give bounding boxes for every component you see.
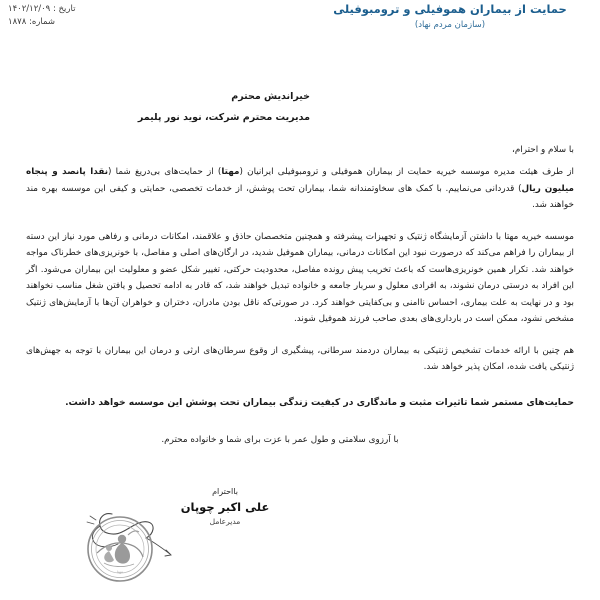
- closing-wish: با آرزوی سلامتی و طول عمر با عزت برای شما و خانواده محترم.: [161, 434, 399, 445]
- number-value: ۱۸۷۸: [8, 17, 27, 27]
- signature-block: [0, 486, 600, 600]
- organization-stamp-icon: [84, 513, 156, 585]
- para1-text-after: ) قدردانی می‌نماییم. با کمک های سخاوتمندانه شما، بیماران تحت پوشش، از خدمات تخصصی، حمایتی و کیفی این موسسه بهره مند خواهند شد.: [26, 183, 574, 210]
- number-row: [0, 16, 245, 29]
- paragraph-2: موسسه خیریه مهتا با داشتن آزمایشگاه ژنتیک و تجهیزات پیشرفته و همچنین متخصصان حاذق و علاقمند، امکانات درمانی و رفاهی مورد نیاز این دسته از بیماران را فراهم می‌کند که درصورت نبود این امکانات درمانی، بیماران هموفیل شدید، در ارگان‌های اصلی و مفاصل، با خونریزی‌های خطرناک مواجه خواهند شد. تکرار همین خونریزی‌هاست که باعث تخریب پیش رونده مفاصل، محدودیت حرکتی، تغییر شکل عضو و معلولیت این بیماران می‌شود. اگر این افراد به درستی درمان نشوند، به افرادی معلول و سربار جامعه و خانواده تبدیل خواهند شد، که قادر به ادامه تحصیل و یافتن شغل مناسب نخواهند بود و در نهایت به علت بیماری، احساس ناامنی و بی‌کفایتی خواهند کرد. در صورتی‌که ناقل بودن مادران، دختران و خواهران آن‌ها با آزمایش‌های ژنتیک مشخص نشود، ممکن است در بارداری‌های بعدی صاحب فرزند هموفیل شوند.: [26, 231, 574, 324]
- paragraph-1: [26, 164, 574, 214]
- letter-metadata: [0, 3, 245, 29]
- svg-text:مهتا: مهتا: [117, 570, 123, 574]
- organization-identity: [300, 2, 600, 32]
- paragraph-3: هم چنین با ارائه خدمات تشخیص ژنتیکی به بیماران دردمند سرطانی، پیشگیری از وقوع سرطان‌های ارثی و درمان این بیماران با توجه به جهش‌های ژنتیکی یافت شده، امکان پذیر خواهد شد.: [26, 345, 574, 372]
- letterhead: [0, 0, 600, 50]
- para1-text-mid: ) از حمایت‌های بی‌دریغ شما (: [108, 167, 222, 177]
- addressee-line-1: خیراندیش محترم: [231, 91, 310, 102]
- date-row: [0, 3, 245, 16]
- addressee-line-2: مدیریت محترم شرکت، نوید نور پلیمر: [137, 112, 310, 123]
- number-label: شماره:: [28, 17, 56, 27]
- date-label: تاریخ :: [52, 4, 76, 14]
- date-value: ۱۴۰۲/۱۲/۰۹: [8, 4, 51, 14]
- letter-body: [0, 88, 600, 448]
- addressee-block: [26, 88, 574, 126]
- bold-statement: حمایت‌های مستمر شما تاثیرات مثبت و ماندگاری در کیفیت زندگی بیماران تحت پوشش این موسسه خواهد داشت.: [65, 396, 574, 408]
- organization-title: حمایت از بیماران هموفیلی و ترومبوفیلی: [333, 2, 567, 16]
- para1-text-before: از طرف هیئت مدیره موسسه خیریه حمایت از بیماران هموفیلی و ترومبوفیلی ایرانیان (: [239, 167, 575, 177]
- signature-regards: بااحترام: [212, 487, 238, 496]
- salutation: با سلام و احترام،: [512, 145, 574, 155]
- para1-donation-amount: نقدا پانصد و پنجاه میلیون ریال: [26, 167, 575, 194]
- signatory-role: مدیرعامل: [209, 517, 241, 526]
- organization-subtitle: (سازمان مردم نهاد): [414, 20, 486, 30]
- signatory-name: علی اکبر چوپان: [180, 500, 270, 514]
- para1-org-name: مهتا: [221, 167, 240, 177]
